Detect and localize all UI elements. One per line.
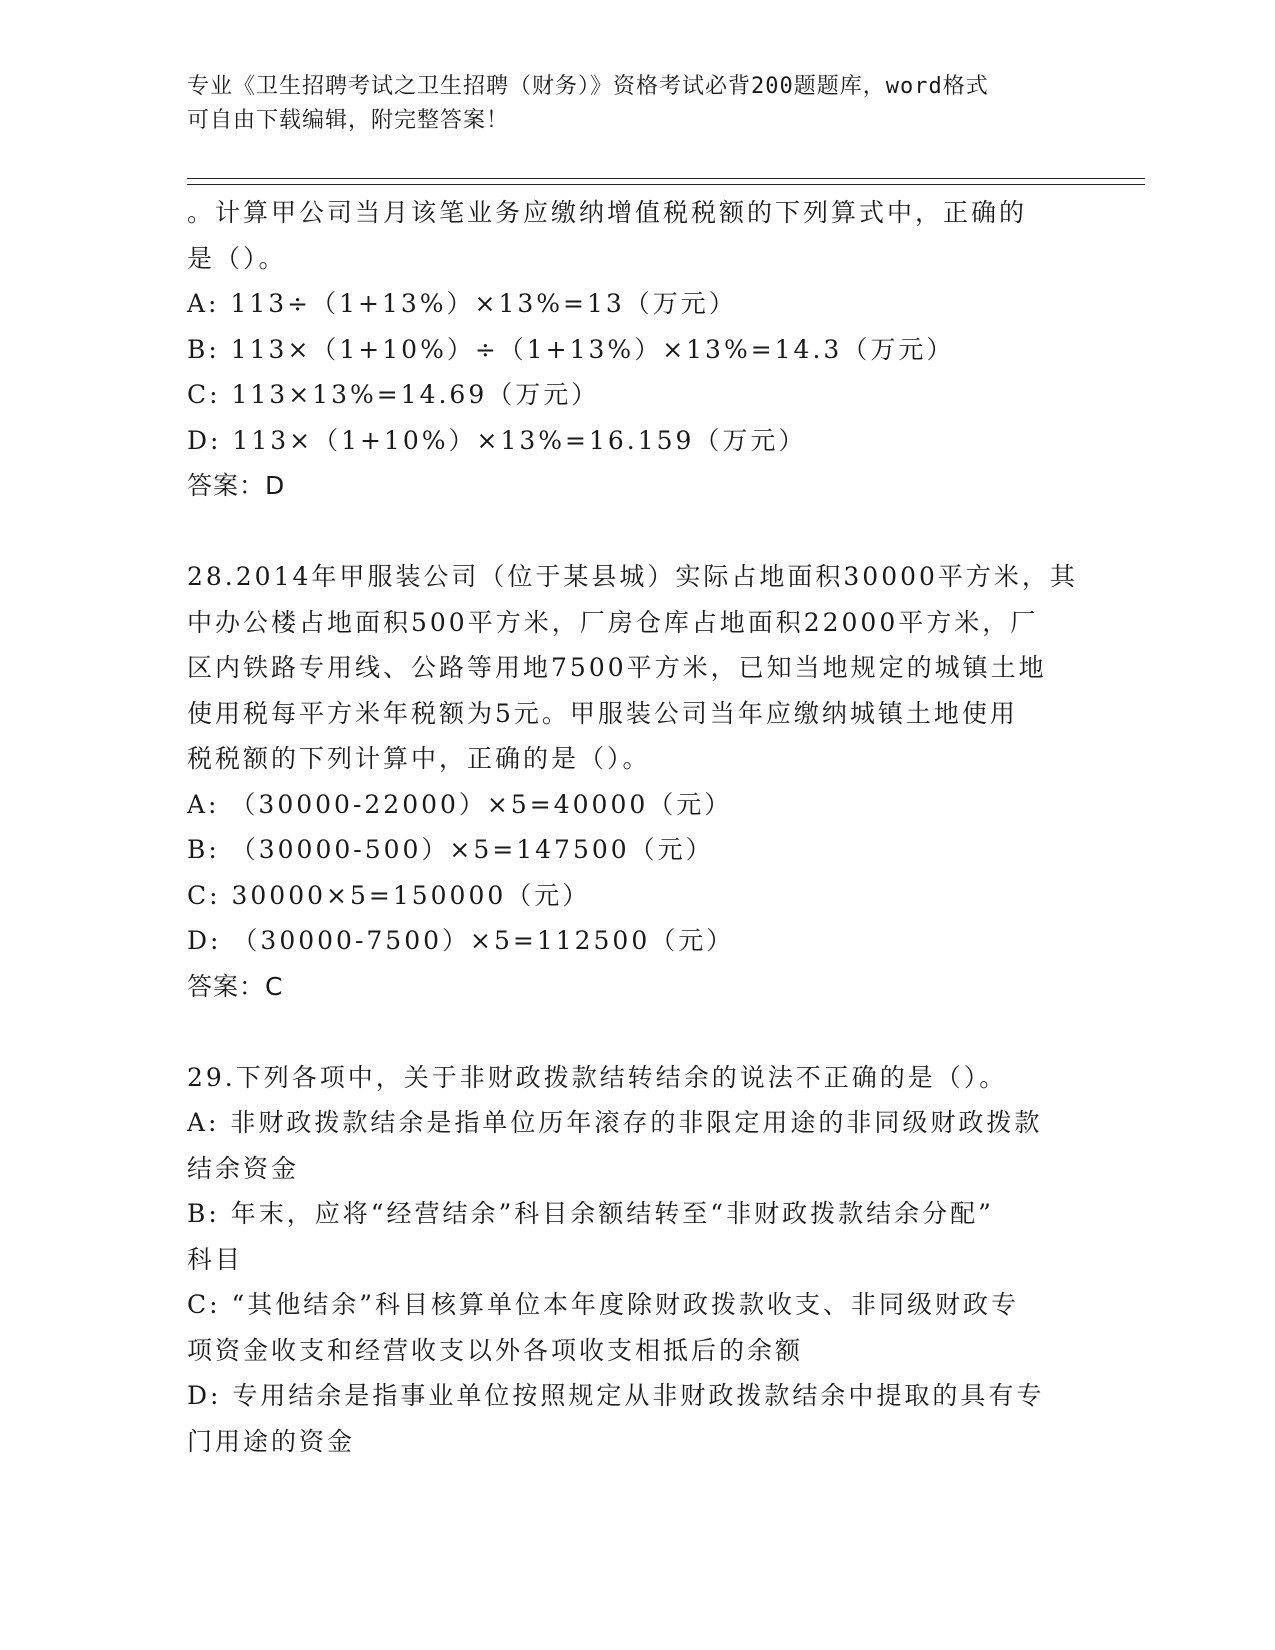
question-27 — [187, 190, 1087, 509]
header-line-2: 可自由下载编辑，附完整答案！ — [187, 108, 510, 133]
question-stem-line: 28.2014年甲服装公司（位于某县城）实际占地面积30000平方米，其 — [187, 562, 1078, 591]
option-a: A: （30000-22000）×5=40000（元） — [187, 789, 733, 819]
spacer — [187, 509, 1087, 555]
spacer — [187, 1009, 1087, 1055]
header-rule-bottom — [187, 184, 1145, 185]
option-d: D: 专用结余是指事业单位按照规定从非财政拨款结余中提取的具有专 — [187, 1381, 1045, 1410]
question-stem-line: 中办公楼占地面积500平方米，厂房仓库占地面积22000平方米，厂 — [187, 607, 1039, 637]
question-stem-line: 区内铁路专用线、公路等用地7500平方米，已知当地规定的城镇土地 — [187, 653, 1047, 682]
question-stem-line: 。计算甲公司当月该笔业务应缴纳增值税税额的下列算式中，正确的 — [187, 198, 1028, 227]
document-header — [187, 70, 1087, 138]
header-rule-top — [187, 178, 1145, 179]
option-a: A: 非财政拨款结余是指单位历年滚存的非限定用途的非同级财政拨款 — [187, 1108, 1043, 1137]
question-stem-line: 是（）。 — [187, 243, 287, 273]
question-29 — [187, 1055, 1087, 1465]
option-d-continued: 门用途的资金 — [187, 1426, 356, 1456]
option-c: C: 113×13%=14.69（万元） — [187, 380, 600, 409]
option-d: D: 113×（1+10%）×13%=16.159（万元） — [187, 425, 807, 455]
option-c-continued: 项资金收支和经营收支以外各项收支相抵后的余额 — [187, 1335, 804, 1365]
option-c: C: 30000×5=150000（元） — [187, 880, 591, 910]
question-28 — [187, 554, 1087, 1009]
option-b-continued: 科目 — [187, 1244, 244, 1274]
header-line-1: 专业《卫生招聘考试之卫生招聘（财务）》资格考试必背200题题库，word格式 — [187, 74, 989, 99]
answer-label: 答案：C — [187, 971, 284, 1001]
option-b: B: （30000-500）×5=147500（元） — [187, 835, 714, 864]
answer-label: 答案：D — [187, 471, 286, 500]
question-stem-line: 使用税每平方米年税额为5元。甲服装公司当年应缴纳城镇土地使用 — [187, 698, 1018, 728]
option-b: B: 113×（1+10%）÷（1+13%）×13%=14.3（万元） — [187, 334, 955, 364]
option-d: D: （30000-7500）×5=112500（元） — [187, 926, 735, 955]
option-a-continued: 结余资金 — [187, 1153, 300, 1183]
option-b: B: 年末，应将“经营结余”科目余额结转至“非财政拨款结余分配” — [187, 1199, 994, 1228]
question-stem-line: 税税额的下列计算中，正确的是（）。 — [187, 744, 651, 773]
document-body — [187, 190, 1087, 1464]
option-a: A: 113÷（1+13%）×13%=13（万元） — [187, 289, 737, 318]
option-c: C: “其他结余”科目核算单位本年度除财政拨款收支、非同级财政专 — [187, 1290, 1020, 1319]
question-stem-line: 29.下列各项中，关于非财政拨款结转结余的说法不正确的是（）。 — [187, 1062, 1008, 1092]
